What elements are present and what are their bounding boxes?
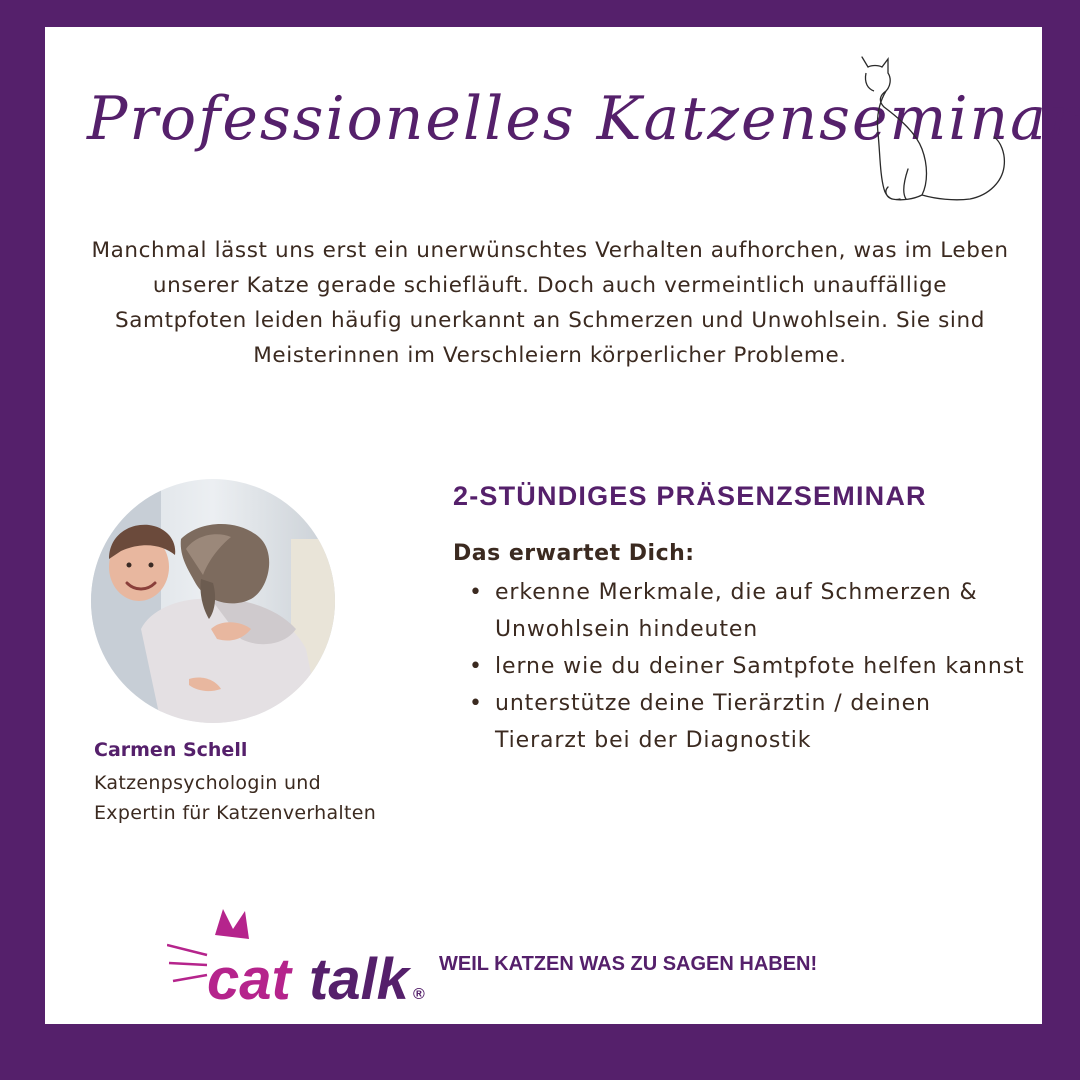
list-item: • lerne wie du deiner Samtpfote helfen kannst [469, 648, 1029, 685]
content-card [45, 27, 1079, 1024]
list-item: • unterstütze deine Tierärztin / deinen Tierarzt bei der Diagnostik [469, 685, 1029, 759]
expectations-title: Das erwartet Dich: [453, 541, 695, 566]
speaker-name: Carmen Schell [94, 739, 248, 761]
registered-mark: ® [413, 986, 425, 1003]
speaker-role [94, 768, 376, 828]
cattalk-logo [167, 905, 429, 1005]
seminar-heading: 2-STÜNDIGES PRÄSENZSEMINAR [453, 481, 927, 511]
brand-tagline: WEIL KATZEN WAS ZU SAGEN HABEN! [439, 953, 818, 975]
cat-outline-icon [850, 49, 1020, 219]
intro-paragraph: Manchmal lässt uns erst ein unerwünschtes Verhalten aufhorchen, was im Leben unserer Katze gerade schiefläuft. Doch auch vermeintlich unauffällige Samtpfoten leiden häufig unerkannt an Schmerzen und Unwohlsein. Sie sind Meisterinnen im Verschleiern körperlicher Probleme. [91, 238, 1009, 368]
photo-woman-with-cat [91, 479, 335, 723]
logo-text-talk: talk [309, 947, 409, 1005]
speaker-role-line-1: Katzenpsychologin und [94, 772, 322, 794]
speaker-role-line-2: Expertin für Katzenverhalten [94, 802, 377, 824]
page-title: Professionelles Katzenseminar [87, 84, 1079, 154]
logo-text-cat: cat [207, 947, 291, 1005]
list-item: • erkenne Merkmale, die auf Schmerzen & Unwohlsein hindeuten [469, 574, 1029, 648]
expectations-list [469, 574, 1029, 759]
